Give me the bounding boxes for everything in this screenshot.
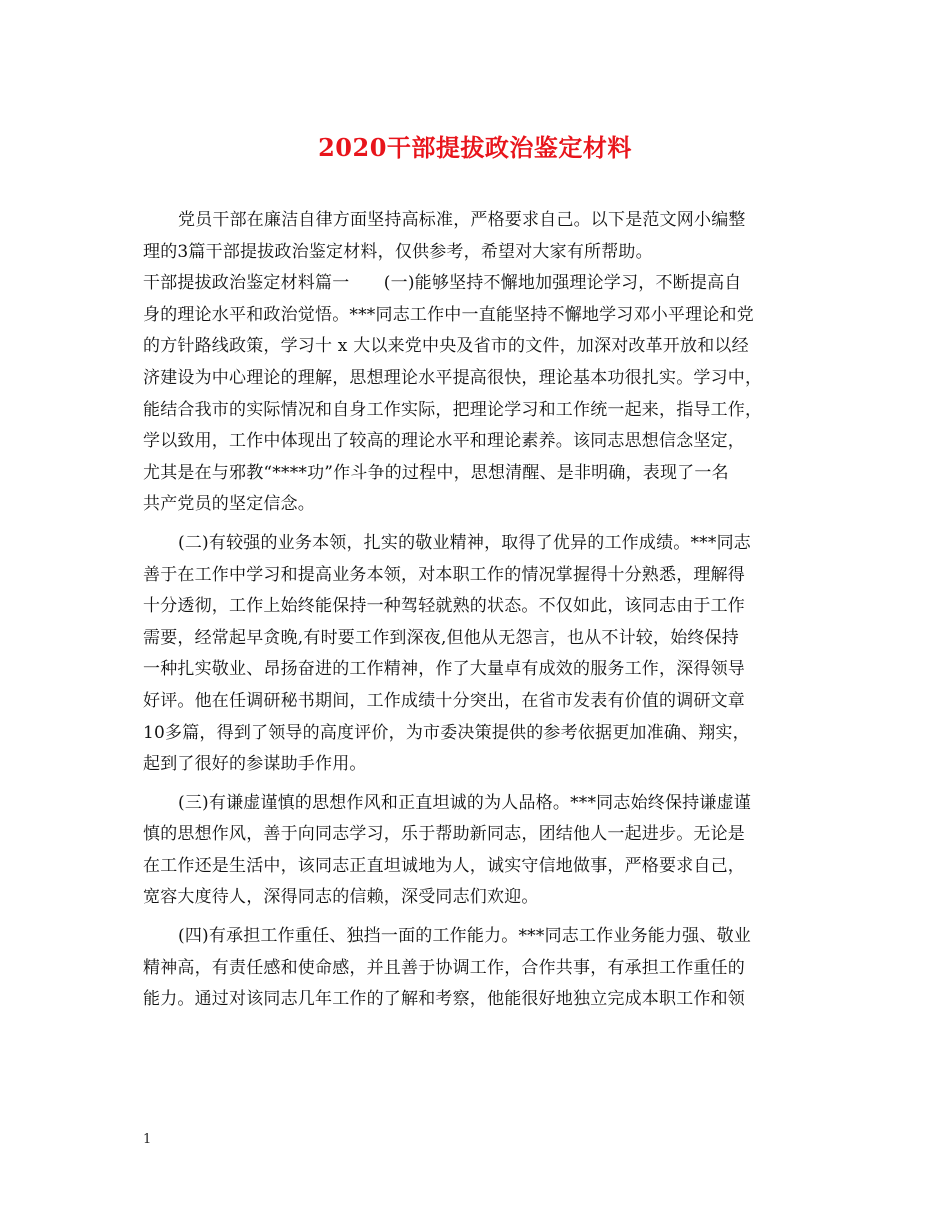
paragraph-line: 一种扎实敬业、昂扬奋进的工作精神，作了大量卓有成效的服务工作，深得领导	[143, 659, 745, 680]
paragraph-line: 在工作还是生活中，该同志正直坦诚地为人，诚实守信地做事，严格要求自己，	[143, 855, 745, 876]
paragraph-line: 学以致用，工作中体现出了较高的理论水平和理论素养。该同志思想信念坚定，	[143, 431, 745, 452]
paragraph-line: 10多篇，得到了领导的高度评价，为市委决策提供的参考依据更加准确、翔实，	[143, 722, 750, 743]
paragraph-line: 尤其是在与邪教“****功”作斗争的过程中，思想清醒、是非明确，表现了一名	[143, 462, 729, 483]
paragraph-line: 好评。他在任调研秘书期间，工作成绩十分突出，在省市发表有价值的调研文章	[143, 690, 745, 711]
paragraph-line: 共产党员的坚定信念。	[143, 494, 315, 515]
paragraph-line: 能力。通过对该同志几年工作的了解和考察，他能很好地独立完成本职工作和领	[143, 989, 745, 1010]
paragraph-line: 慎的思想作风，善于向同志学习，乐于帮助新同志，团结他人一起进步。无论是	[143, 824, 745, 845]
page-number: 1	[143, 1132, 152, 1147]
paragraph-line: (二)有较强的业务本领，扎实的敬业精神，取得了优异的工作成绩。***同志	[178, 532, 751, 553]
paragraph-line: 精神高，有责任感和使命感，并且善于协调工作，合作共事，有承担工作重任的	[143, 957, 745, 978]
paragraph-line: 能结合我市的实际情况和自身工作实际，把理论学习和工作统一起来，指导工作，	[143, 399, 763, 420]
paragraph-line: 身的理论水平和政治觉悟。***同志工作中一直能坚持不懈地学习邓小平理论和党	[143, 304, 754, 325]
paragraph-line: 济建设为中心理论的理解，思想理论水平提高很快，理论基本功很扎实。学习中，	[143, 367, 763, 388]
document-body	[143, 205, 823, 1016]
paragraph-line: 起到了很好的参谋助手作用。	[143, 754, 367, 775]
paragraph-line: 十分透彻，工作上始终能保持一种驾轻就熟的状态。不仅如此，该同志由于工作	[143, 596, 745, 617]
paragraph-line: (四)有承担工作重任、独挡一面的工作能力。***同志工作业务能力强、敬业	[178, 926, 751, 947]
paragraph-line: 党员干部在廉洁自律方面坚持高标准，严格要求自己。以下是范文网小编整	[178, 210, 746, 230]
paragraph-line: 需要，经常起早贪晚,有时要工作到深夜,但他从无怨言，也从不计较，始终保持	[143, 627, 740, 648]
paragraph-line: 理的3篇干部提拔政治鉴定材料，仅供参考，希望对大家有所帮助。	[143, 241, 653, 262]
paragraph-line: 善于在工作中学习和提高业务本领，对本职工作的情况掌握得十分熟悉，理解得	[143, 564, 745, 585]
paragraph-line: (三)有谦虚谨慎的思想作风和正直坦诚的为人品格。***同志始终保持谦虚谨	[178, 792, 751, 813]
paragraph-line: 的方针路线政策，学习十 x 大以来党中央及省市的文件，加深对改革开放和以经	[143, 336, 749, 357]
paragraph-line: 干部提拔政治鉴定材料篇一 (一)能够坚持不懈地加强理论学习，不断提高自	[143, 273, 742, 294]
paragraph-line: 宽容大度待人，深得同志的信赖，深受同志们欢迎。	[143, 887, 539, 908]
page-title: 2020干部提拔政治鉴定材料	[318, 133, 632, 162]
